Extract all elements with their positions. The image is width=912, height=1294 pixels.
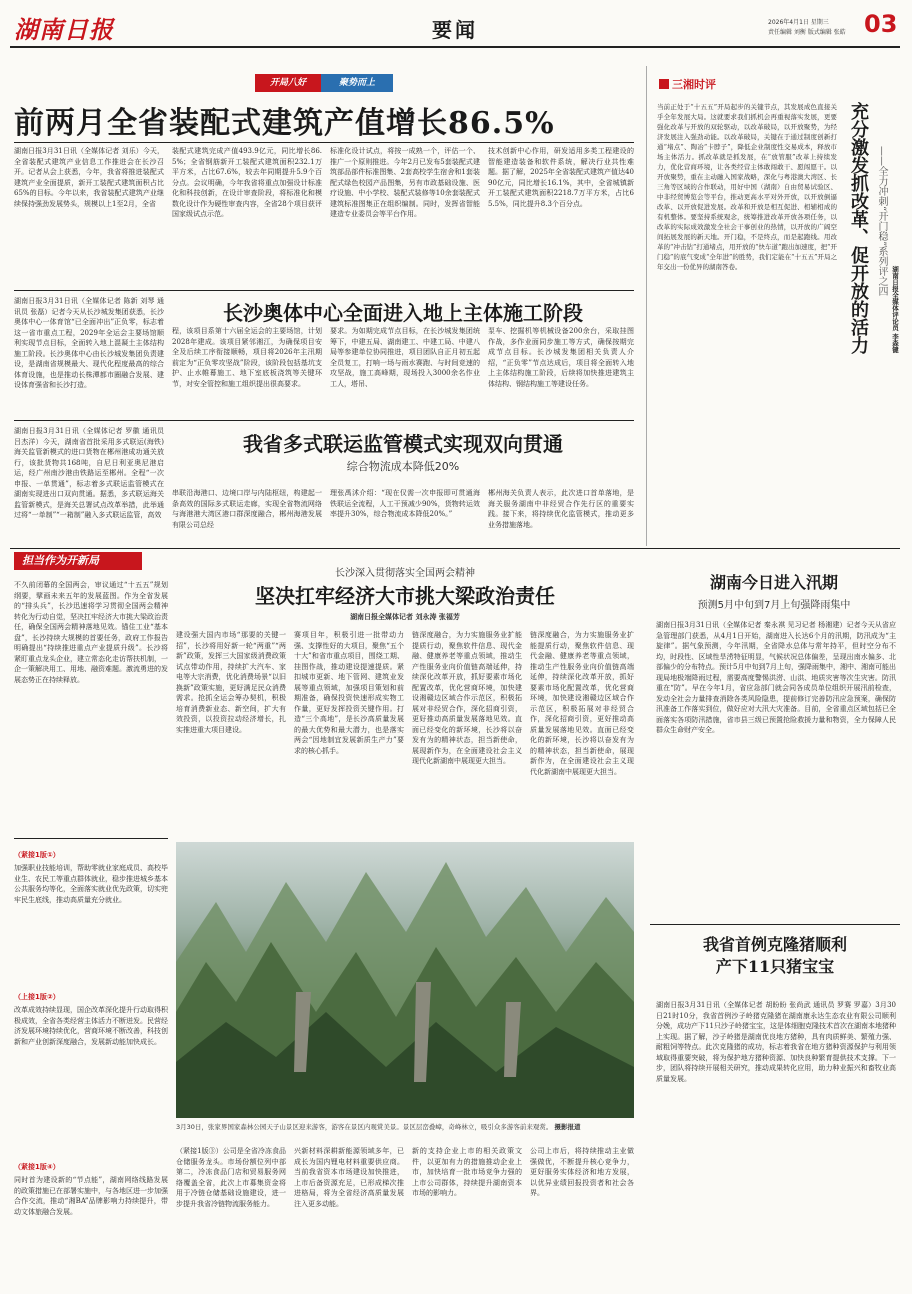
story3-subhead: 综合物流成本降低20% [346,460,460,473]
mid-col1: 不久前闭幕的全国两会，审议通过“十五五”规划纲要，擘画未来五年的发展蓝图。作为全省发展的“排头兵”，长沙迅速将学习贯彻全国两会精神转化为行动自觉，坚决扛牢经济大市挑大梁政治责任，确保全国两会精神落地见效。锚住工业“基本盘”，长沙持续大规模的首要任务，政府工作报告明确提出“持续推进重点产业提质升级”。长沙将紧盯重点龙头企业，建立常态化走访帮扶机制，一企一策解决用工、用地、融资难题。激流勇进的发展态势正在持续释放。 [14,581,168,684]
flood-body: 湖南日报3月31日讯（全媒体记者 秦永祺 见习记者 杨湘建）记者今天从省应急管理部门获悉，从4月1日开始，湖南进入长达6个月的汛期，防汛成为“主旋律”。据气象预测，今年汛期，全省降水总体与常年持平，但时空分布不均，时段性、区域性旱涝特征明显，气候状况总体偏差，呈现出南水偏多、北部偏少的分布特点。预计5月中旬到7月上旬，强降雨集中，湘中、湘南可能出现局地极端降雨过程，需要高度警惕洪涝、山洪、地质灾害等次生灾害。防汛重在“防”。早在今年1月，省应急部门就会同各成员单位组织开展汛前检查，发动全社会力量排查消除各类风险隐患，提前修订完善防汛应急预案，确保防汛准备工作落实到位，做好应对大汛大灾准备。目前，全省重点区域包括已全面落实各项防汛措施，省市县三级已预置抢险救援力量和物资，全力保障人民群众生命财产安全。 [656,621,896,734]
flood-headline: 湖南今日进入汛期 [709,573,838,592]
kicker-banner [255,74,405,92]
section-title: 要闻 [432,18,478,42]
story1-col2: 装配式建筑完成产值493.9亿元，同比增长86.5%；全省钢筋新开工装配式建筑面积232.1万平方米，占比67.6%，较去年同期提升5.9个百分点。会议明确，今年我省将重点加强设计标准化和科技创新，在设计审查阶段，将标准化和模数化设计作为硬性审查内容，全省28个项目获评国家级试点示范。 [172,147,322,218]
story2-col2: 程，该项目系第十六届全运会的主要场馆，计划2028年建成。该项目紧邻湘江，为确保项目安全及后续工序衔接顺畅，项目将2026年主汛期前定为“正负零攻坚战”阶段，该阶段包括基坑支护、止水帷幕施工、地下室底板浇筑等关键环节，对安全管控和施工组织提出很高要求。 [172,327,322,388]
story1-col1: 湖南日报3月31日讯（全媒体记者 刘乐）今天，全省装配式建筑产业信息工作推进会在长沙召开。记者从会上获悉，今年，我省将推进装配式建筑产业全面提质，新开工装配式建筑面积占比65%的目标。今年以来，我省装配式建筑产业继续保持强劲发展势头，规模以上1至2月，全省 [14,147,164,208]
mid-col3: 赛项目年，积极引进一批带动力强、支撑性好的大项目，聚焦“五个十大”和省市重点项目，围绕工期、挂图作战，推动建设提速提质。紧扣城市更新、地下管网、建筑业发展等重点领域，加强项目策划和前期准备，确保投资快速形成实物工作量，更好发挥投资关键作用。打造“三个高地”，是长沙高质量发展的最大优势和最大潜力，也是落实两会“因地制宜发展新质生产力”要求的核心抓手。 [294,631,404,755]
story3-col3: 理张禹沭介绍：“现在仅需一次申报即可贯通海铁联运全流程，人工干预减少90%，货物转运效率提升30%，综合物流成本降低20%。” [330,489,480,518]
landscape-photo [176,842,634,1118]
mid-kicker: 长沙深入贯彻落实全国两会精神 [335,568,475,579]
left-note-2 [14,984,168,1122]
note-text: 改革成效持续显现，国企改革深化提升行动取得积极成效，全省各类经营主体活力不断迸发。民营经济发展环境持续优化，营商环境不断改善，科技创新和产业创新深度融合，发展新动能加快成长。 [14,1006,168,1046]
issue-date: 2026年4月1日 星期三 [768,19,829,26]
pig-body: 湖南日报3月31日讯（全媒体记者 胡盼盼 张尚武 通讯员 罗赛 罗嘉）3月30日21时10分，我省首例沙子岭猪克隆猪在湖南康永达生态农业有限公司顺利分娩，成功产下11只沙子岭猪宝宝，这是体细胞克隆技术首次在湖南本地猪种上实现。据了解，沙子岭猪是湖南优良地方猪种，具有肉质鲜美、繁殖力强、耐粗饲等特点。此次克隆猪的成功，标志着我省在地方猪种资源保护与利用领域取得重要突破，将为保护地方猪种资源、加快良种繁育提供技术支撑。下一步，团队将持续开展相关研究，推动成果转化应用，助力种业振兴和畜牧业高质量发展。 [656,1001,896,1083]
bottom-col4: 公司上市后，将持续推动主业做强做优，不断提升核心竞争力，更好服务实体经济和地方发展，以优异业绩回报投资者和社会各界。 [530,1147,634,1197]
mid-headline: 坚决扛牢经济大市挑大梁政治责任 [255,584,555,608]
story2-headline: 长沙奥体中心全面进入地上主体施工阶段 [223,301,583,325]
section-banner [14,552,142,570]
story3-headline: 我省多式联运监管模式实现双向贯通 [243,432,563,456]
note-ref: （上接1版②） [14,993,60,1001]
note-ref: （紧接1版①） [14,851,60,859]
note-text: 加强职业技能培训，帮助零就业家庭成员、高校毕业生、农民工等重点群体就业，稳步推进城乡基本公共服务均等化，全面落实就业优先政策，切实兜牢民生底线，推动高质量充分就业。 [14,864,168,904]
bottom-col1: （紧接1版③）公司是全省冷冻食品仓储服务龙头。市场份额位列中部第二，冷冻食品门店和贸易服务网络覆盖全省，此次上市募集资金将用于冷链仓储基础设施建设，进一步提升我省冷链物流服务能力。 [176,1147,286,1208]
commentary-body: 当前正处于“十五五”开局起步的关键节点，其发展成色直接关乎全年发展大局。这就要求我们抓机会再重视落实发展，更要强化改革与开放的双轮驱动，以改革破局，以开放聚势，为经济发展注入强劲动能。以改革破局，关键在于通过制度创新打通“堵点”、陶冶“卡脖子”，降低企业制度性交易成本，释放市场主体活力。抓改革就是抓发展，在“放管服”改革上持续发力，优化营商环境，让各类经营主体敢闯敢干、愿闯愿干。以开放聚势，重在主动融入国家战略，深化与粤港澳大湾区、长三角等区域的合作联动，用好中国（湖南）自由贸易试验区、中非经贸博览会等平台，推动更高水平对外开放，以开放倒逼改革、以开放促进发展。改革和开放是相互促进、相辅相成的有机整体。要坚持系统观念，统筹推进改革开放各项任务，以改革的实际成效激发全社会干事创业的热情，以开放的广阔空间拓展发展的新天地。开门稳，不是终点，而是起跑线。用改革的“冲击钻”打通堵点，用开放的“快车道”跑出加速度，把“开门稳”的底气变成“全年进”的胜势，我们定能在“十五五”开局之年交出一份优异的湖南答卷。 [657,103,837,271]
commentary-title: 充分激发抓改革、促开放的活力 [848,102,869,354]
left-note-3 [14,1154,168,1284]
pig-headline: 我省首例克隆猪顺利产下11只猪宝宝 [702,935,847,976]
story2-col3: 要求。为如期完成节点目标，在长沙城发集团统筹下，中建五局、湖南建工、中建工局、中建八局等参建单位协同推进，项目团队自正月初五起全员复工，打响一场与雨水赛跑、与时间竞速的攻坚战，施工高峰期，现场投入3000余名作业工人，塔吊、 [330,327,480,388]
mid-col4: 链深度融合，为力实施服务业扩能提质行动，聚焦软件信息、现代金融、健康养老等重点领域，推动生产性服务业向价值链高端延伸，持续深化改革开放，抓好要素市场化配置改革，优化营商环境，加快建设湘赣边区域合作示范区，积极拓展对非经贸合作，深化招商引资，更好推动高质量发展落地见效。直面已经变化的新环境，长沙将以奋发有为的精神状态，担当新使命，展现新作为，在全面建设社会主义现代化新湖南中展现更大担当。 [412,631,522,765]
commentary-byline: 湖南日报全媒体评论员 李森键 [891,266,899,353]
bottom-col2: 兴新材料深耕新能源领域多年，已成长为国内锂电材料重要供应商。当前我省资本市场建设加快推进，上市后备资源充足，已形成梯次推进格局，将为全省经济高质量发展注入更多动能。 [294,1147,404,1208]
caption-credit: 摄影报道 [554,1123,581,1131]
bottom-col3: 新的支持企业上市的相关政策文件，以更加有力的措施推动企业上市，加快培育一批市场竞争力强的上市公司群体，持续提升湖南资本市场的影响力。 [412,1147,522,1197]
story1-col4: 技术创新中心作用，研发适用多类工程建设的智能建造装备和软件系统，解决行业共性难题。据了解，2025年全省装配式建筑产值达4090亿元，同比增长16.1%，其中，全省城镇新开工装配式建筑面积2218.7万平方米，占比65.5%，同比提升8.3个百分点。 [488,147,634,208]
photo-caption [176,1122,634,1132]
mid-col5: 链深度融合，为力实施服务业扩能提质行动，聚焦软件信息、现代金融、健康养老等重点领域，推动生产性服务业向价值链高端延伸，持续深化改革开放，抓好要素市场化配置改革，优化营商环境，加快建设湘赣边区域合作示范区，积极拓展对非经贸合作，深化招商引资，更好推动高质量发展落地见效。直面已经变化的新环境，长沙将以奋发有为的精神状态，担当新使命，展现新作为，在全面建设社会主义现代化新湖南中展现更大担当。 [530,631,634,776]
page-number: 03 [864,10,898,38]
commentary-box [646,66,902,546]
mid-col2: 建设强大国内市场“那要的关键一招”，长沙将用好新一轮“两重”“两新”政策，发挥三大国家级消费政策试点带动作用，持续扩大汽车、家电等大宗消费，优化消费场景“以旧换新”政策实施，更好满足民众消费需求。抢抓全运会筹办契机，积极培育消费新业态、新空间，扩大有效投资，以投资拉动经济增长，扎实推进重大项目建设。 [176,631,286,734]
story1-headline: 前两月全省装配式建筑产值增长86.5% [14,106,555,141]
story3-col4: 郴州海关负责人表示，此次进口首单落地，是海关服务湖南中非经贸合作先行区的重要实践。接下来，将持续优化监管模式，推动更多业务措施落地。 [488,489,634,529]
note-text: 同时首为建设新的“节点能”，湖南网络线路发展的政策措施已在部署实施中，与各地区进一步加强合作交流，推动“湘BA”品牌影响力持续提升，带动文体旅融合发展。 [14,1176,168,1216]
commentary-series: ——全力冲刺“开门稳”系列评之四 [876,146,887,297]
story2-col1: 湖南日报3月31日讯（全媒体记者 陈新 刘琴 通讯员 张磊）记者今天从长沙城发集团获悉，长沙奥体中心一体育馆“已全面冲出”正负零，标志着这一省市重点工程，2029年全运会主要场馆顺利实现节点目标，全面转入地上混凝土主体结构施工阶段。长沙奥体中心由长沙城发集团负责建设，是湖南省规模最大、现代化程度最高的综合体育设施，也是推动长株潭都市圈融合发展、建设体育强省和长沙打造。 [14,297,164,389]
masthead [0,0,912,50]
flood-subhead: 预测5月中旬到7月上旬强降雨集中 [697,600,851,611]
commentary-logo [659,76,716,92]
column-icon [659,79,669,89]
story2-col4: 泵车、挖掘机等机械设备200余台，采取挂图作战，多作业面同步施工等方式，确保按期完成节点目标。长沙城发集团相关负责人介绍，“正负零”节点达成后，项目将全面转入地上主体结构施工阶段，后续将加快推进建筑主体结构、钢结构施工等建设任务。 [488,327,634,388]
left-note-1 [14,842,168,980]
mountain-scene [176,842,634,1118]
editors: 责任编辑 刘衡 版式编辑 张皓 [768,29,846,36]
section-banner-label: 担当作为开新局 [22,554,99,567]
column-name: 三湘时评 [672,78,716,91]
kicker-left: 开局八好 [255,74,321,92]
story1-col3: 标准化设计试点，将按一成熟一个，评估一个、推广一个原则推进。今年2月已发布5套装配式建筑部品部件标准图集、2套高校学生宿舍和1套装配式绿色校园产品图集，另有市政基础设施、医疗设施、中小学校、装配式装修等10余套装配式建筑标准图集正在组织编制。同时，发挥省智能建造专业委员会等平台作用。 [330,147,480,218]
story3-col2: 串联沿海港口、边境口岸与内陆枢纽，构建起一条高效的国际多式联运走廊，实现全省物流网络与海港港大湾区港口群深度融合，郴州海港发展有限公司总经 [172,489,322,529]
note-ref: （紧接1版④） [14,1163,60,1171]
story3-col1: 湖南日报3月31日讯（全媒体记者 罗徽 通讯员 吕杰洋）今天，湖南省首批采用多式联运(海铁)海关监管新模式的进口货物在郴州港成功通关放行，该批货物共168吨，自尼日利亚奥尼港启运，经广州南沙港由铁路运至郴州。全程“一次申报、一单贯通”，标志着多式联运监管模式在湖南实现进出口双向贯通。据悉，多式联运海关监管新模式，是海关总署试点改革举措，此举通过将“一单制”“一箱制”融入多式联运监管，高效 [14,427,164,519]
logo: 湖南日报 [14,15,114,44]
caption-text: 3月30日，张家界国家森林公园天子山景区迎来游客，游客在景区内观赏美景。景区层峦叠嶂，奇峰林立，吸引众多游客前来观赏。 [176,1123,553,1131]
mid-byline: 湖南日报全媒体记者 刘永涛 张福芳 [350,613,460,621]
kicker-right: 聚势而上 [321,74,393,92]
